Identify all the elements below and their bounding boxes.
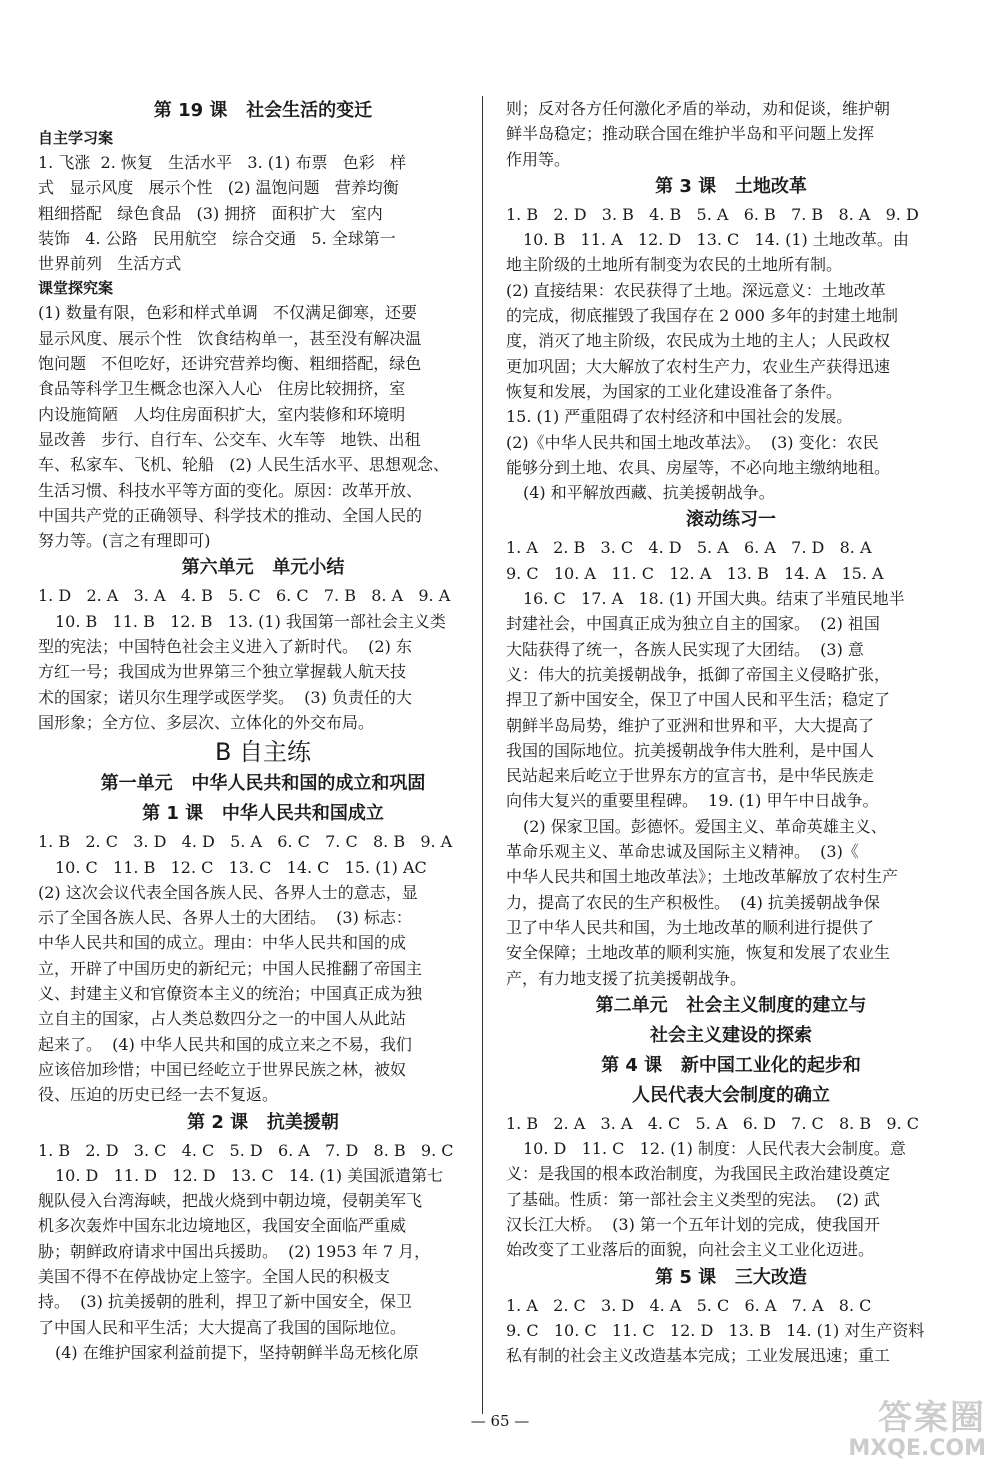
answer-line: 义：伟大的抗美援朝战争，抵御了帝国主义侵略扩张， [506,664,891,684]
answer-line: 1. 飞涨 2. 恢复 生活水平 3. (1) 布票 色彩 样 [38,153,407,172]
answer-line: 食品等科学卫生概念也深入人心 住房比较拥挤，室 [38,379,406,399]
answer-line: 汉长江大桥。 (3) 第一个五年计划的完成，使我国开 [506,1214,880,1234]
section-heading: 第 19 课 社会生活的变迁 [153,100,373,121]
answer-line: 恢复和发展，为国家的工业化建设准备了条件。 [506,381,843,401]
left-column [38,96,488,1365]
answer-line: 中华人民共和国土地改革法》；土地改革解放了农村生产 [506,867,899,887]
answer-line: 美国不得不在停战协定上签字。全国人民的积极支 [38,1266,391,1286]
answer-line: 内设施简陋 人均住房面积扩大，室内装修和环境明 [38,404,406,424]
answer-line: 装饰 4. 公路 民用航空 综合交通 5. 全球第一 [38,228,396,248]
answer-line: 革命乐观主义、革命忠诚及国际主义精神。 (3)《 [506,842,859,862]
answer-line: 10. D 11. C 12. (1) 制度：人民代表大会制度。意 [523,1139,906,1159]
right-column [506,96,956,1368]
answer-line: (4) 在维护国家利益前提下，坚持朝鲜半岛无核化原 [55,1342,419,1362]
watermark-logo [848,1399,986,1461]
section-heading: B 自主练 [214,738,312,767]
answer-line: 产，有力地支援了抗美援朝战争。 [506,968,747,988]
section-heading: 第 4 课 新中国工业化的起步和 [601,1054,861,1076]
answer-line: (4) 和平解放西藏、抗美援朝战争。 [523,483,775,503]
answer-line: 15. (1) 严重阻碍了农村经济和中国社会的发展。 [506,407,853,427]
answer-line: 捍卫了新中国安全，保卫了中国人民和平生活；稳定了 [506,690,891,710]
answer-line: 显示风度、展示个性 饮食结构单一，甚至没有解决温 [38,328,422,348]
answer-line: 民站起来后屹立于世界东方的宣言书，是中华民族走 [506,766,875,786]
answer-line: 示了全国各族人民、各界人士的大团结。 (3) 标志： [38,908,412,928]
answer-line: 更加巩固；大大解放了农村生产力，农业生产获得迅速 [506,356,891,376]
answer-line: 车、私家车、飞机、轮船 (2) 人民生活水平、思想观念、 [38,455,450,475]
answer-line: 地主阶级的土地所有制变为农民的土地所有制。 [506,255,843,275]
subsection-heading: 自主学习案 [38,129,114,147]
answer-line: 卫了中华人民共和国，为土地改革的顺利进行提供了 [506,917,875,937]
answer-line: 朝鲜半岛局势，维护了亚洲和世界和平，大大提高了 [506,715,875,735]
section-heading: 第 1 课 中华人民共和国成立 [142,803,384,825]
answer-line: 则；反对各方任何激化矛盾的举动，劝和促谈，维护朝 [506,99,891,118]
answer-line: 术的国家；诺贝尔生理学或医学奖。 (3) 负责任的大 [38,687,412,707]
answer-line: 了基础。性质：第一部社会主义类型的宪法。 (2) 武 [506,1189,880,1209]
subsection-heading: 课堂探究案 [38,279,114,298]
answer-line: 我国的国际地位。抗美援朝战争伟大胜利，是中国人 [506,740,875,760]
answer-line: 10. C 11. B 12. C 13. C 14. C 15. (1) AC [55,857,427,877]
column-divider [482,96,483,1414]
answer-line: 1. B 2. C 3. D 4. D 5. A 6. C 7. C 8. B 9. A [38,832,453,852]
answer-line: 16. C 17. A 18. (1) 开国大典。结束了半殖民地半 [523,589,905,609]
answer-line: 1. A 2. C 3. D 4. A 5. C 6. A 7. A 8. C [506,1295,872,1315]
section-heading: 第 3 课 土地改革 [655,175,807,197]
section-heading: 人民代表大会制度的确立 [632,1084,830,1106]
answer-line: 机多次轰炸中国东北边境地区，我国安全面临严重威 [38,1216,407,1236]
answer-line: 持。 (3) 抗美援朝的胜利，捍卫了新中国安全，保卫 [38,1292,412,1312]
answer-line: 1. A 2. B 3. C 4. D 5. A 6. A 7. D 8. A [506,538,872,558]
answer-line: 舰队侵入台湾海峡，把战火烧到中朝边境，侵朝美军飞 [38,1191,423,1211]
answer-line: (2)《中华人民共和国土地改革法》。 (3) 变化：农民 [506,432,879,452]
answer-line: (2) 这次会议代表全国各族人民、各界人士的意志，显 [38,882,418,902]
answer-line: 1. B 2. D 3. C 4. C 5. D 6. A 7. D 8. B 9. C [38,1140,454,1160]
answer-line: 粗细搭配 绿色食品 (3) 拥挤 面积扩大 室内 [38,203,383,223]
answer-line: 10. D 11. D 12. D 13. C 14. (1) 美国派遣第七 [55,1165,444,1185]
answer-line: 应该倍加珍惜；中国已经屹立于世界民族之林，被奴 [38,1059,407,1079]
section-heading: 第 2 课 抗美援朝 [187,1111,339,1133]
answer-line: 世界前列 生活方式 [38,254,182,274]
answer-line: 度，消灭了地主阶级，农民成为土地的主人；人民政权 [506,331,891,351]
answer-line: (2) 保家卫国。彭德怀。爱国主义、革命英雄主义、 [523,816,887,836]
answer-line: 立，开辟了中国历史的新纪元；中国人民推翻了帝国主 [38,958,423,978]
answer-line: 向伟大复兴的重要里程碑。 19. (1) 甲午中日战争。 [506,791,879,811]
answer-line: 1. B 2. D 3. B 4. B 5. A 6. B 7. B 8. A 9. D [506,204,919,224]
answer-line: 1. B 2. A 3. A 4. C 5. A 6. D 7. C 8. B 9. C [506,1113,919,1133]
answer-line: 9. C 10. C 11. C 12. D 13. B 14. (1) 对生产资料 [506,1320,925,1340]
answer-line: 国形象；全方位、多层次、立体化的外交布局。 [38,712,375,732]
answer-line: 生活习惯、科技水平等方面的变化。原因：改革开放、 [38,480,423,500]
answer-line: 的完成，彻底摧毁了我国存在 2 000 多年的封建土地制 [506,306,898,326]
answer-line: 立自主的国家，占人类总数四分之一的中国人从此站 [38,1009,407,1029]
answer-line: 义、封建主义和官僚资本主义的统治；中国真正成为独 [38,984,423,1004]
answer-line: 式 显示风度 展示个性 (2) 温饱问题 营养均衡 [38,178,399,198]
section-heading: 第六单元 单元小结 [181,557,345,579]
answer-line: 显改善 步行、自行车、公交车、火车等 地铁、出租 [38,429,421,449]
answer-line: 1. D 2. A 3. A 4. B 5. C 6. C 7. B 8. A 9. A [38,586,451,606]
answer-line: 大陆获得了统一，各族人民实现了大团结。 (3) 意 [506,639,864,659]
watermark-url: MXQE.COM [848,1436,986,1461]
section-heading: 第一单元 中华人民共和国的成立和巩固 [100,773,426,795]
section-heading: 第二单元 社会主义制度的建立与 [595,994,867,1016]
answer-line: 中华人民共和国的成立。理由：中华人民共和国的成 [38,933,407,953]
answer-line: 10. B 11. B 12. B 13. (1) 我国第一部社会主义类 [55,611,446,631]
answer-line: 起来了。 (4) 中华人民共和国的成立来之不易，我们 [38,1034,412,1054]
answer-line: 义：是我国的根本政治制度，为我国民主政治建设奠定 [506,1164,891,1184]
answer-line: 作用等。 [506,149,571,169]
answer-line: 努力等。(言之有理即可) [38,531,211,551]
answer-line: 9. C 10. A 11. C 12. A 13. B 14. A 15. A [506,563,884,583]
answer-line: 方红一号；我国成为世界第三个独立掌握载人航天技 [38,662,407,682]
answer-line: 10. B 11. A 12. D 13. C 14. (1) 土地改革。由 [523,230,909,250]
answer-line: 胁；朝鲜政府请求中国出兵援助。 (2) 1953 年 7 月， [38,1241,431,1261]
answer-line: 役、压迫的历史已经一去不复返。 [38,1085,279,1105]
page-number: — 65 — [470,1412,530,1430]
answer-line: 力，提高了农民的生产积极性。 (4) 抗美援朝战争保 [506,892,880,912]
watermark-title: 答案圈 [878,1398,986,1438]
answer-line: (2) 直接结果：农民获得了土地。深远意义：土地改革 [506,280,886,300]
answer-line: 饱问题 不但吃好，还讲究营养均衡、粗细搭配，绿色 [38,354,422,374]
answer-line: 型的宪法；中国特色社会主义进入了新时代。 (2) 东 [38,637,412,657]
section-heading: 社会主义建设的探索 [650,1024,812,1046]
answer-line: 封建社会，中国真正成为独立自主的国家。 (2) 祖国 [506,614,880,634]
section-heading: 第 5 课 三大改造 [655,1266,807,1288]
answer-line: (1) 数量有限，色彩和样式单调 不仅满足御寒，还要 [38,303,418,323]
answer-line: 能够分到土地、农具、房屋等，不必向地主缴纳地租。 [506,457,891,477]
answer-line: 私有制的社会主义改造基本完成；工业发展迅速；重工 [506,1346,891,1366]
answer-line: 安全保障；土地改革的顺利实施，恢复和发展了农业生 [506,943,891,963]
section-heading: 滚动练习一 [686,509,776,531]
answer-line: 了中国人民和平生活；大大提高了我国的国际地位。 [38,1317,407,1337]
answer-line: 中国共产党的正确领导、科学技术的推动、全国人民的 [38,505,423,525]
answer-line: 始改变了工业落后的面貌，向社会主义工业化迈进。 [506,1240,875,1260]
answer-line: 鲜半岛稳定；推动联合国在维护半岛和平问题上发挥 [506,124,875,144]
